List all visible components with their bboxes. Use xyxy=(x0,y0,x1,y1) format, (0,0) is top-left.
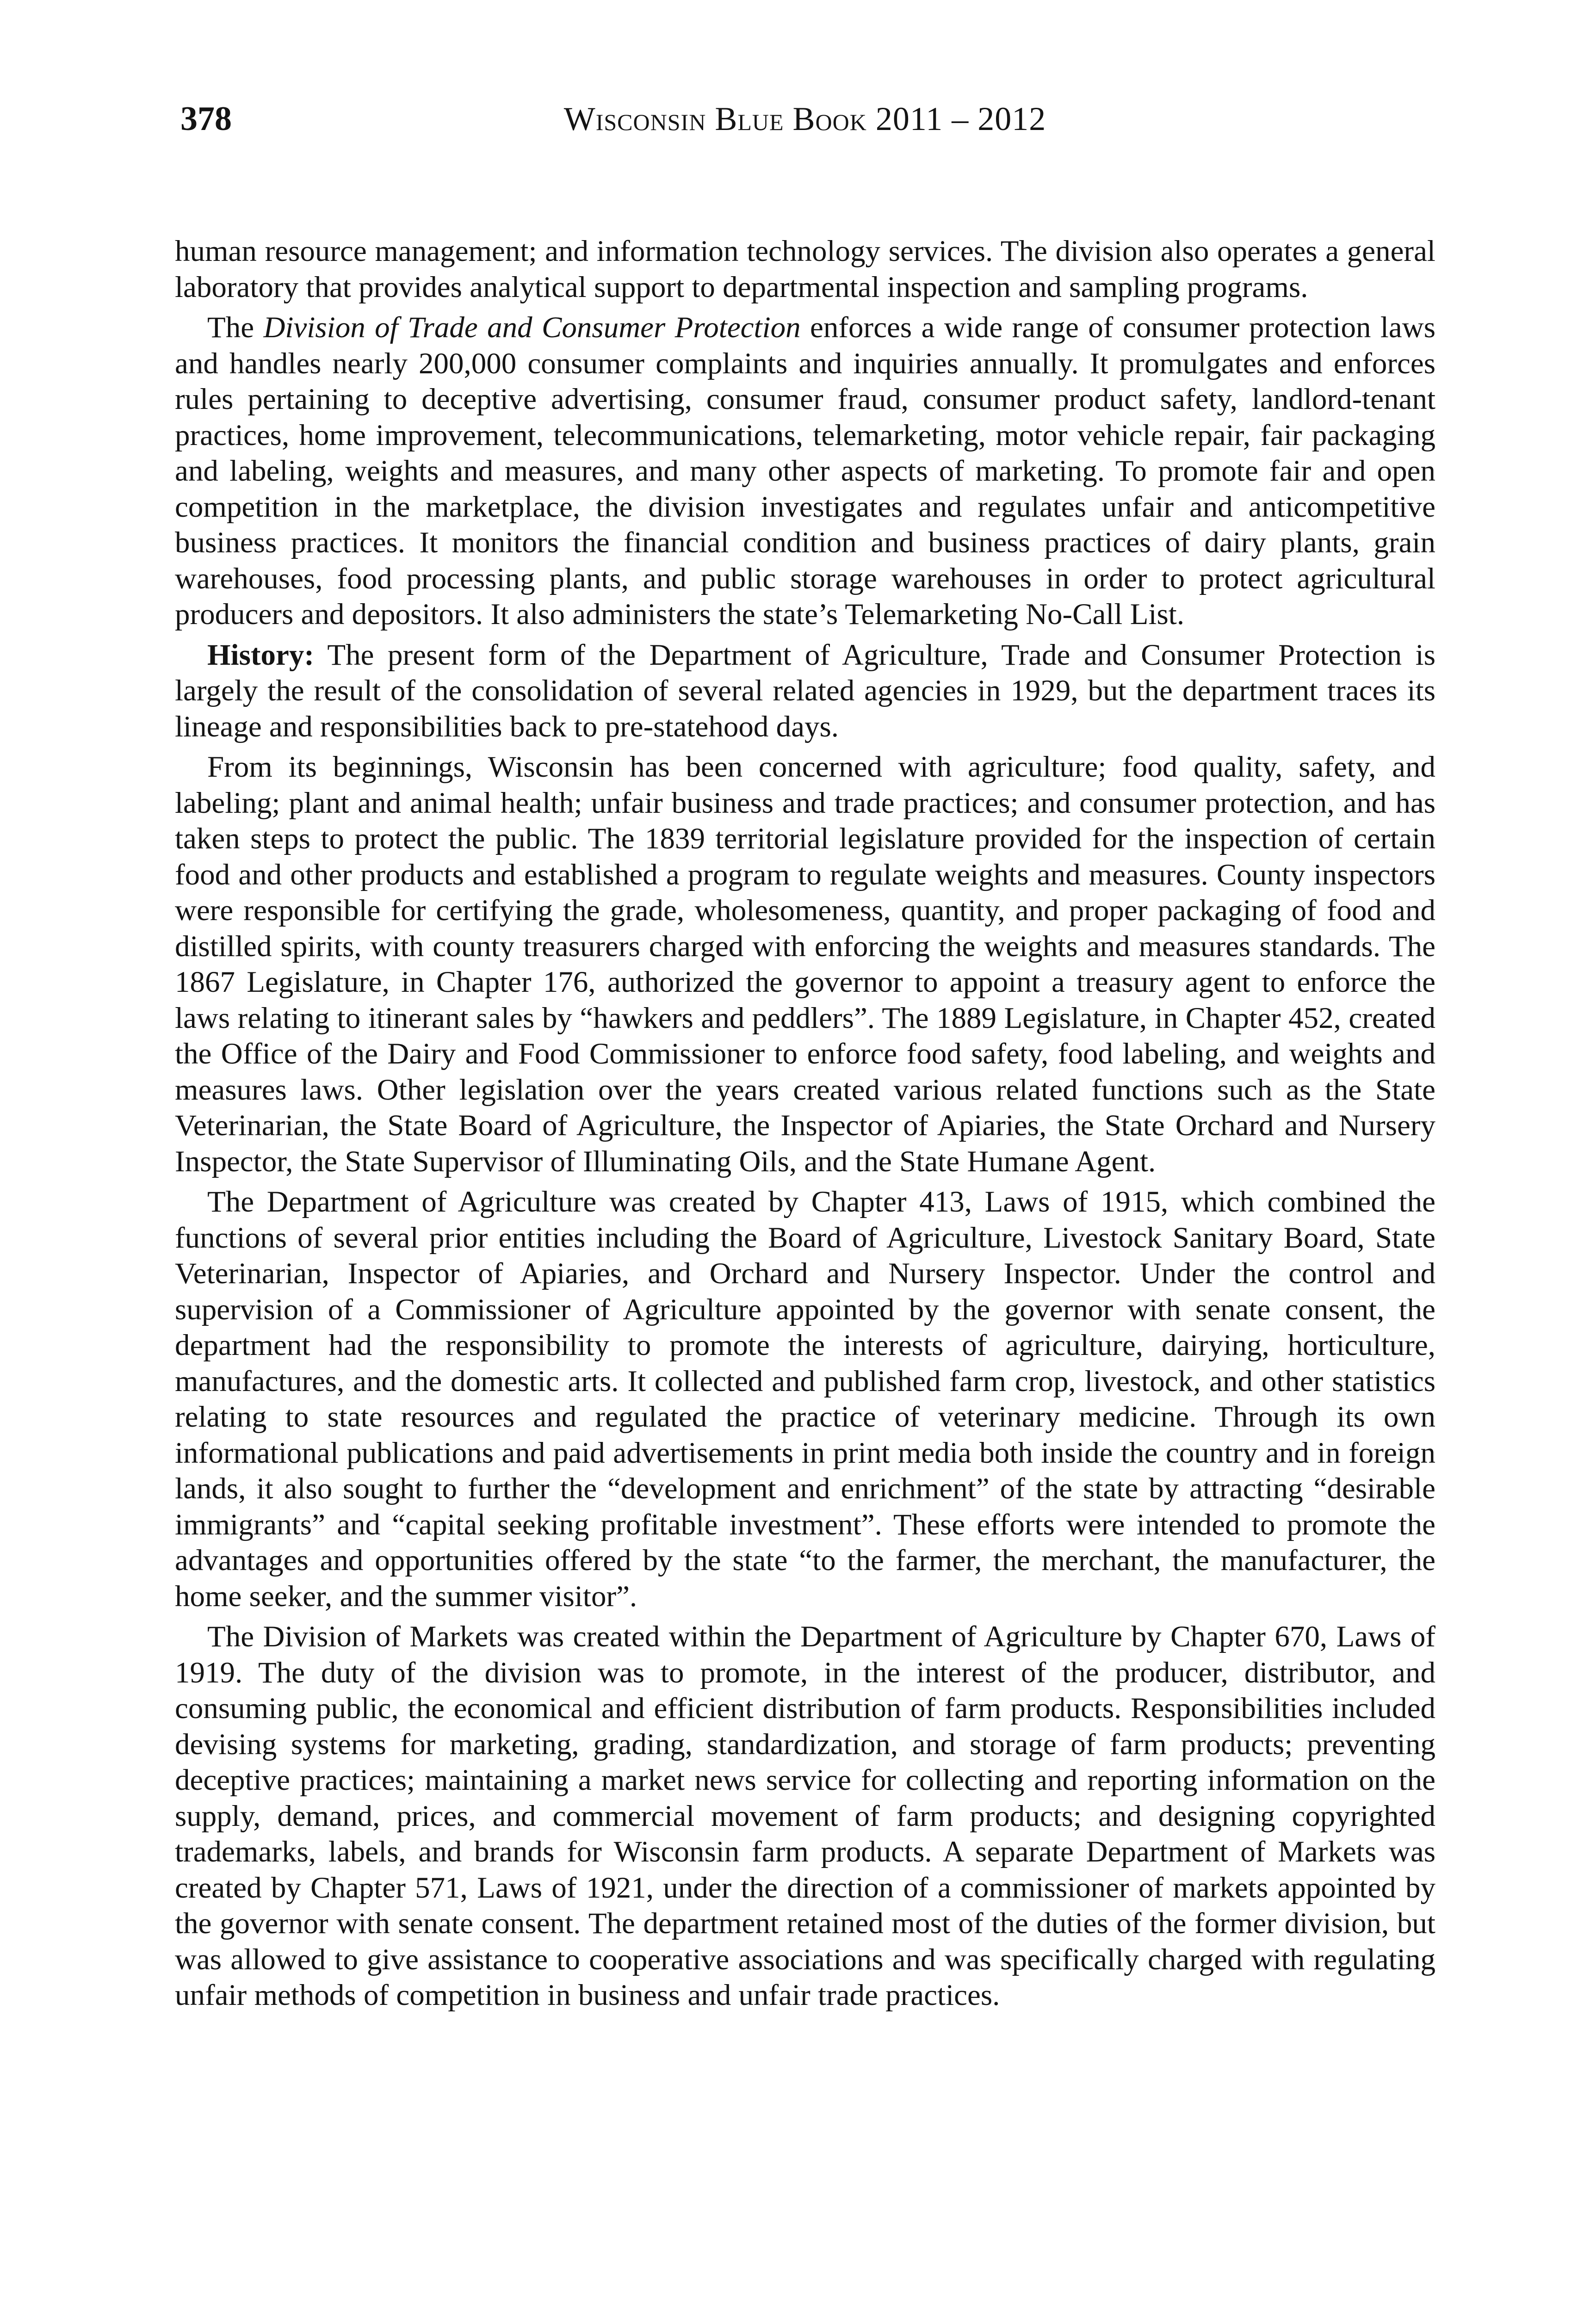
paragraph-lead: The xyxy=(207,311,264,344)
history-heading: History: xyxy=(207,638,315,672)
paragraph-department-1915 xyxy=(175,1184,1435,1614)
paragraph-text: human resource management; and information technology services. The division also operates a general laboratory that provides analytical support to departmental inspection and sampling programs. xyxy=(175,235,1435,304)
page-header xyxy=(180,98,1429,140)
paragraph-text: The Division of Markets was created within the Department of Agriculture by Chapter 670, Laws of 1919. The duty of the division was to promote, in the interest of the producer, distributor, and consuming public, the economical and efficient distribution of farm products. Responsibilities included devising systems for marketing, grading, standardization, and storage of farm products; preventing deceptive practices; maintaining a market news service for collecting and reporting information on the supply, demand, prices, and commercial movement of farm products; and designing copyrighted trademarks, labels, and brands for Wisconsin farm products. A separate Department of Markets was created by Chapter 571, Laws of 1921, under the direction of a commissioner of markets appointed by the governor with senate consent. The department retained most of the duties of the former division, but was allowed to give assistance to cooperative associations and was specifically charged with regulating unfair methods of competition in business and unfair trade practices. xyxy=(175,1620,1435,2012)
paragraph-history xyxy=(175,637,1435,745)
paragraph-text: The Department of Agriculture was created by Chapter 413, Laws of 1915, which combined the functions of several prior entities including the Board of Agriculture, Livestock Sanitary Board, State Veterinarian, Inspector of Apiaries, and Orchard and Nursery Inspector. Under the control and supervision of a Commissioner of Agriculture appointed by the governor with senate consent, the department had the responsibility to promote the interests of agriculture, dairying, horticulture, manufactures, and the domestic arts. It collected and published farm crop, livestock, and other statistics relating to state resources and regulated the practice of veterinary medicine. Through its own informational publications and paid advertisements in print media both inside the country and in foreign lands, it also sought to further the “development and enrichment” of the state by attracting “desirable immigrants” and “capital seeking profitable investment”. These efforts were intended to promote the advantages and opportunities offered by the state “to the farmer, the merchant, the manufacturer, the home seeker, and the summer visitor”. xyxy=(175,1185,1435,1613)
paragraph-text: enforces a wide range of consumer protection laws and handles nearly 200,000 consumer complaints and inquiries annually. It promulgates and enforces rules pertaining to deceptive advertising, consumer fraud, consumer product safety, landlord-tenant practices, home improvement, telecommunications, telemarketing, motor vehicle repair, fair packaging and labeling, weights and measures, and many other aspects of marketing. To promote fair and open competition in the marketplace, the division investigates and regulates unfair and anticompetitive business practices. It monitors the financial condition and business practices of dairy plants, grain warehouses, food processing plants, and public storage warehouses in order to protect agricultural producers and depositors. It also administers the state’s Telemarketing No-Call List. xyxy=(175,311,1435,631)
paragraph-trade-consumer-protection xyxy=(175,310,1435,633)
paragraph-text: From its beginnings, Wisconsin has been concerned with agriculture; food quality, safety, and labeling; plant and animal health; unfair business and trade practices; and consumer protection, and has taken steps to protect the public. The 1839 territorial legislature provided for the inspection of certain food and other products and established a program to regulate weights and measures. County inspectors were responsible for certifying the grade, wholesomeness, quantity, and proper packaging of food and distilled spirits, with county treasurers charged with enforcing the weights and measures standards. The 1867 Legislature, in Chapter 176, authorized the governor to appoint a treasury agent to enforce the laws relating to itinerant sales by “hawkers and peddlers”. The 1889 Legislature, in Chapter 452, created the Office of the Dairy and Food Commissioner to enforce food safety, food labeling, and weights and measures laws. Other legislation over the years created various related functions such as the State Veterinarian, the State Board of Agriculture, the Inspector of Apiaries, the State Orchard and Nursery Inspector, the State Supervisor of Illuminating Oils, and the State Humane Agent. xyxy=(175,750,1435,1178)
page-number: 378 xyxy=(180,100,232,138)
paragraph-continued xyxy=(175,234,1435,305)
paragraph-text: The present form of the Department of Agriculture, Trade and Consumer Protection is largely the result of the consolidation of several related agencies in 1929, but the department traces its lineage and responsibilities back to pre-statehood days. xyxy=(175,638,1435,743)
paragraph-division-of-markets xyxy=(175,1619,1435,2014)
body-text xyxy=(175,234,1435,2014)
division-name-italic: Division of Trade and Consumer Protection xyxy=(263,311,801,344)
running-title: Wisconsin Blue Book 2011 – 2012 xyxy=(563,100,1046,137)
paragraph-beginnings xyxy=(175,749,1435,1180)
